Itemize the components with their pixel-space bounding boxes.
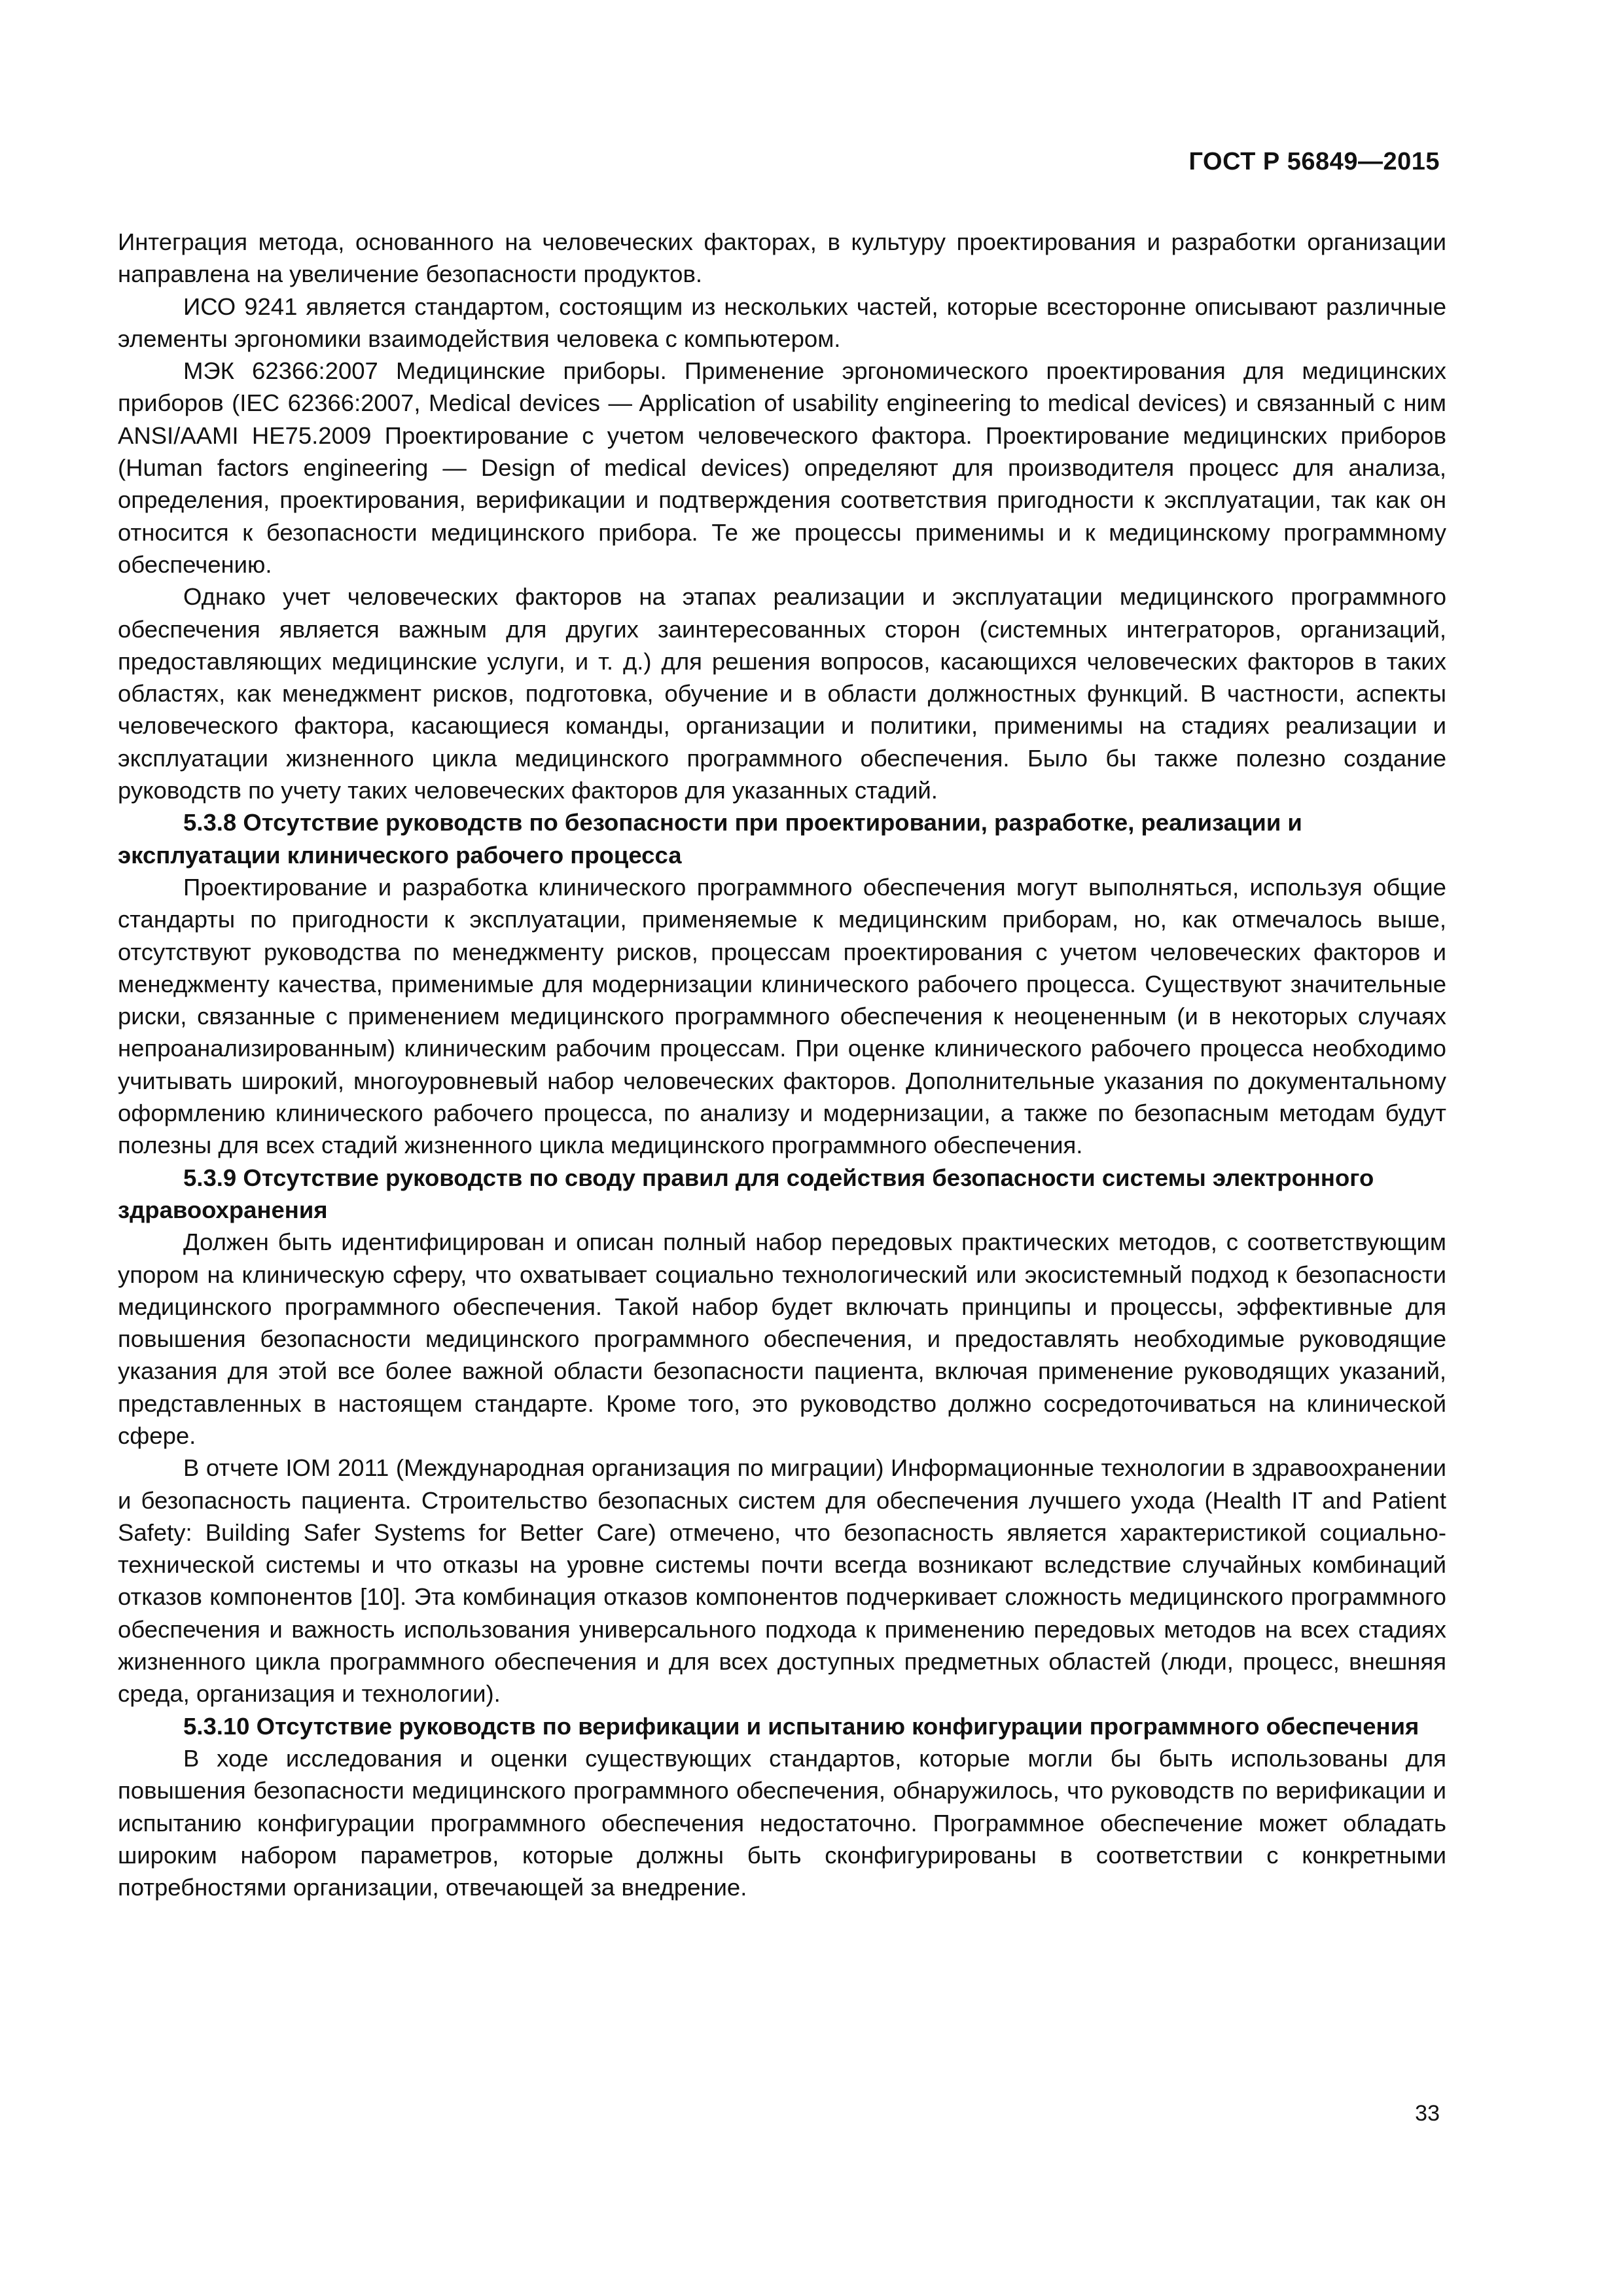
paragraph-human-factors: Однако учет человеческих факторов на этапах реализации и эксплуатации медицинского программного обеспечения является важным для других заинтересованных сторон (системных интеграторов, организаций, предоставляющих медицинские услуги, и т. д.) для решения вопросов, касающихся человеческих факторов в таких областях, как менеджмент рисков, подготовка, обучение и в области должностных функций. В частности, аспекты человеческого фактора, касающиеся команды, организации и политики, применимы на стадиях реализации и эксплуатации жизненного цикла медицинского программного обеспечения. Было бы также полезно создание руководств по учету таких человеческих факторов для указанных стадий. [118, 583, 1446, 804]
section-heading-5-3-10: 5.3.10 Отсутствие руководств по верификации и испытанию конфигурации программного обеспечения [183, 1712, 1419, 1740]
document-body [118, 226, 1446, 1903]
paragraph-iec-62366: МЭК 62366:2007 Медицинские приборы. Применение эргономического проектирования для медицинских приборов (IEC 62366:2007, Medical devices — Application of usability engineering to medical devices) и связанный с ним ANSI/AAMI HE75.2009 Проектирование с учетом человеческого фактора. Проектирование медицинских приборов (Human factors engineering — Design of medical devices) определяют для производителя процесс для анализа, определения, проектирования, верификации и подтверждения соответствия пригодности к эксплуатации, так как он относится к безопасности медицинского прибора. Те же процессы применимы и к медицинскому программному обеспечению. [118, 357, 1446, 578]
paragraph-iso-9241: ИСО 9241 является стандартом, состоящим из нескольких частей, которые всесторонне описывают различные элементы эргономики взаимодействия человека с компьютером. [118, 293, 1446, 352]
paragraph-best-practices: Должен быть идентифицирован и описан полный набор передовых практических методов, с соответствующим упором на клиническую сферу, что охватывает социально технологический или экосистемный подход к безопасности медицинского программного обеспечения. Такой набор будет включать принципы и процессы, эффективные для повышения безопасности медицинского программного обеспечения, и предоставлять необходимые руководящие указания для этой все более важной области безопасности пациента, включая применение руководящих указаний, представленных в настоящем стандарте. Кроме того, это руководство должно сосредоточиваться на клинической сфере. [118, 1229, 1446, 1449]
paragraph-clinical-workflow: Проектирование и разработка клинического программного обеспечения могут выполняться, используя общие стандарты по пригодности к эксплуатации, применяемые к медицинским приборам, но, как отмечалось выше, отсутствуют руководства по менеджменту рисков, процессам проектирования с учетом человеческих факторов и менеджменту качества, применимые для модернизации клинического рабочего процесса. Существуют значительные риски, связанные с применением медицинского программного обеспечения к неоцененным (и в некоторых случаях непроанализированным) клиническим рабочим процессам. При оценке клинического рабочего процесса необходимо учитывать широкий, многоуровневый набор человеческих факторов. Дополнительные указания по документальному оформлению клинического рабочего процесса, по анализу и модернизации, а также по безопасным методам будут полезны для всех стадий жизненного цикла медицинского программного обеспечения. [118, 873, 1446, 1159]
section-heading-5-3-8: 5.3.8 Отсутствие руководств по безопасности при проектировании, разработке, реализации и эксплуатации клинического рабочего процесса [118, 809, 1302, 869]
section-heading-5-3-9: 5.3.9 Отсутствие руководств по своду правил для содействия безопасности системы электронного здравоохранения [118, 1164, 1374, 1223]
document-header-standard-id: ГОСТ Р 56849—2015 [1188, 148, 1440, 175]
paragraph-configuration-testing: В ходе исследования и оценки существующих стандартов, которые могли бы быть использованы для повышения безопасности медицинского программного обеспечения, обнаружилось, что руководств по верификации и испытанию конфигурации программного обеспечения недостаточно. Программное обеспечение может обладать широким набором параметров, которые должны быть сконфигурированы в соответствии с конкретными потребностями организации, отвечающей за внедрение. [118, 1744, 1446, 1901]
paragraph-intro: Интеграция метода, основанного на человеческих факторах, в культуру проектирования и разработки организации направлена на увеличение безопасности продуктов. [118, 228, 1446, 288]
paragraph-iom-report: В отчете IOM 2011 (Международная организация по миграции) Информационные технологии в здравоохранении и безопасность пациента. Строительство безопасных систем для обеспечения лучшего ухода (Health IT and Patient Safety: Building Safer Systems for Better Care) отмечено, что безопасность является характеристикой социально-технической системы и что отказы на уровне системы почти всегда возникают вследствие случайных комбинаций отказов компонентов [10]. Эта комбинация отказов компонентов подчеркивает сложность медицинского программного обеспечения и важность использования универсального подхода к применению передовых методов на всех стадиях жизненного цикла программного обеспечения и для всех доступных предметных областей (люди, процесс, внешняя среда, организация и технологии). [118, 1454, 1446, 1708]
page-number: 33 [1415, 2101, 1440, 2126]
